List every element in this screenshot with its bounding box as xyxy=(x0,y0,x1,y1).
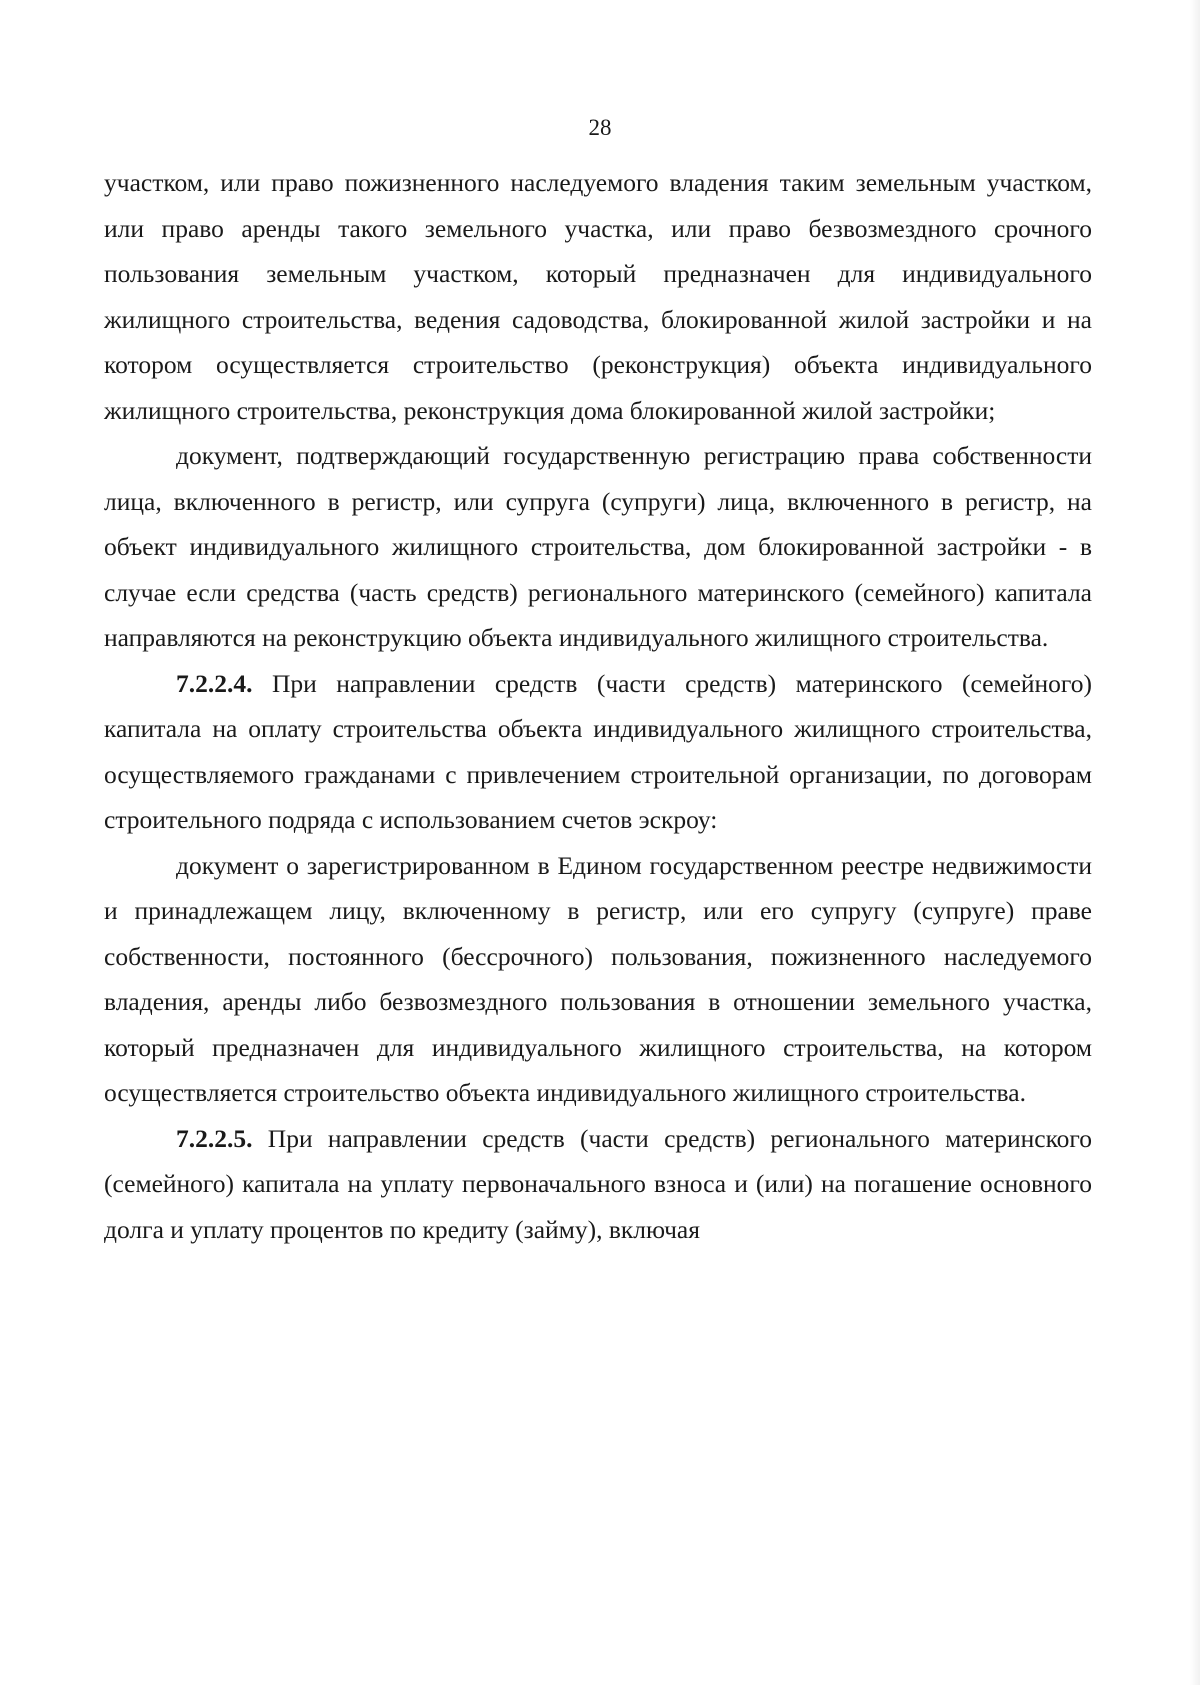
clause-number: 7.2.2.4. xyxy=(176,668,253,698)
document-body xyxy=(104,160,1092,1252)
paragraph-continuation xyxy=(104,160,1092,433)
paragraph-text: документ, подтверждающий государственную регистрацию права собственности лица, включенного в регистр, или супруга (супруги) лица, включенного в регистр, на объект индивидуального жилищного строительства, дом блокированной застройки - в случае если средства (часть средств) регионального материнского (семейного) капитала направляются на реконструкцию объекта индивидуального жилищного строительства. xyxy=(104,441,1092,652)
clause-number: 7.2.2.5. xyxy=(176,1123,253,1153)
clause-7-2-2-5 xyxy=(104,1116,1092,1253)
paragraph-document-ownership-registration xyxy=(104,433,1092,661)
clause-7-2-2-4 xyxy=(104,661,1092,843)
clause-text: При направлении средств (части средств) материнского (семейного) капитала на оплату строительства объекта индивидуального жилищного строительства, осуществляемого гражданами с привлечением строительной организации, по договорам строительного подряда с использованием счетов эскроу: xyxy=(104,668,1092,834)
clause-text: При направлении средств (части средств) регионального материнского (семейного) капитала на уплату первоначального взноса и (или) на погашение основного долга и уплату процентов по кредиту (займу), включая xyxy=(104,1123,1092,1244)
paragraph-document-land-rights xyxy=(104,843,1092,1116)
paragraph-text: документ о зарегистрированном в Едином государственном реестре недвижимости и принадлежащем лицу, включенному в регистр, или его супругу (супруге) праве собственности, постоянного (бессрочного) пользования, пожизненного наследуемого владения, аренды либо безвозмездного пользования в отношении земельного участка, который предназначен для индивидуального жилищного строительства, на котором осуществляется строительство объекта индивидуального жилищного строительства. xyxy=(104,850,1092,1107)
page-number: 28 xyxy=(588,115,612,140)
scan-edge-shadow xyxy=(1190,0,1200,1685)
paragraph-text: участком, или право пожизненного наследуемого владения таким земельным участком, или право аренды такого земельного участка, или право безвозмездного срочного пользования земельным участком, который предназначен для индивидуального жилищного строительства, ведения садоводства, блокированной жилой застройки и на котором осуществляется строительство (реконструкция) объекта индивидуального жилищного строительства, реконструкция дома блокированной жилой застройки; xyxy=(104,168,1092,425)
